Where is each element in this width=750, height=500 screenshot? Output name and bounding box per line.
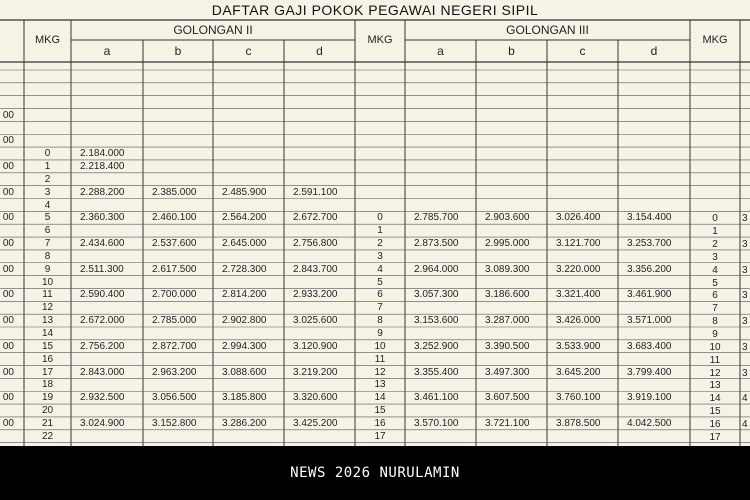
edge-cropped-value: 00: [2, 366, 14, 378]
mkg-cell: 2: [712, 239, 718, 251]
salary-cell: 2.564.200: [222, 212, 267, 224]
mkg-cell: 3: [44, 186, 51, 198]
mkg-cell: 3: [377, 250, 383, 262]
salary-cell: 3.056.500: [152, 392, 197, 404]
edge-cropped-value: 3: [742, 290, 748, 302]
salary-cell: 3.497.300: [485, 366, 530, 378]
mkg-cell: 9: [44, 263, 51, 275]
mkg-cell: 1: [377, 225, 383, 237]
edge-cropped-value: 00: [2, 263, 14, 275]
mkg-cell: 2: [44, 173, 51, 185]
salary-cell: 3.683.400: [627, 340, 672, 352]
salary-cell: 2.360.300: [80, 212, 125, 224]
salary-cell: 3.089.300: [485, 263, 530, 275]
mkg-cell: 14: [374, 392, 386, 404]
edge-cropped-value: 3: [742, 239, 748, 251]
mkg-cell: 1: [44, 160, 51, 172]
salary-cell: 2.843.000: [80, 366, 125, 378]
mkg-cell: 7: [712, 303, 718, 315]
salary-cell: 3.185.800: [222, 392, 267, 404]
salary-cell: 2.511.300: [80, 263, 124, 275]
mkg-cell: 5: [712, 277, 718, 289]
mkg-cell: 17: [709, 431, 721, 443]
edge-cropped-value: 3: [742, 341, 748, 353]
mkg-cell: 12: [374, 366, 386, 378]
mkg-cell: 10: [41, 276, 54, 288]
golongan-ii-header: GOLONGAN II: [173, 23, 253, 37]
mkg-cell: 6: [377, 289, 383, 301]
salary-cell: 3.320.600: [293, 392, 338, 404]
mkg-cell: 21: [41, 417, 54, 429]
mkg-cell: 10: [374, 340, 386, 352]
salary-cell: 2.963.200: [152, 366, 197, 378]
mkg-cell: 9: [712, 329, 718, 340]
mkg-header: MKG: [367, 34, 393, 46]
mkg-cell: 5: [44, 212, 51, 224]
salary-cell: 2.184.000: [80, 148, 125, 160]
golongan-iii-header: GOLONGAN III: [506, 23, 589, 37]
mkg-cell: 17: [41, 366, 54, 378]
salary-cell: 3.152.800: [152, 417, 197, 429]
subcolumn-header-a: a: [437, 44, 444, 58]
edge-cropped-value: 3: [742, 213, 748, 225]
salary-cell: 3.025.600: [293, 315, 338, 327]
mkg-cell: 20: [41, 405, 54, 417]
salary-cell: 3.461.100: [414, 392, 459, 404]
mkg-cell: 0: [712, 213, 718, 225]
salary-cell: 2.933.200: [293, 289, 338, 301]
mkg-cell: 5: [377, 276, 383, 288]
salary-cell: 2.485.900: [222, 186, 267, 198]
salary-cell: 2.756.200: [80, 340, 125, 352]
salary-cell: 3.286.200: [222, 417, 267, 429]
salary-cell: 3.287.000: [485, 315, 530, 327]
mkg-cell: 19: [41, 392, 54, 404]
salary-cell: 2.903.600: [485, 212, 530, 224]
salary-cell: 2.932.500: [80, 392, 125, 404]
salary-cell: 3.219.200: [293, 366, 338, 378]
mkg-cell: 7: [377, 302, 383, 314]
salary-cell: 3.356.200: [627, 263, 672, 275]
mkg-cell: 0: [377, 212, 383, 224]
salary-cell: 2.617.500: [152, 263, 197, 275]
salary-cell: 2.843.700: [293, 263, 338, 275]
salary-cell: 4.042.500: [627, 417, 672, 429]
mkg-cell: 4: [377, 263, 383, 275]
salary-cell: 3.153.600: [414, 315, 459, 327]
subcolumn-header-d: d: [650, 44, 658, 58]
salary-cell: 3.186.600: [485, 289, 530, 301]
edge-cropped-value: 00: [2, 109, 14, 121]
mkg-cell: 11: [709, 354, 721, 366]
mkg-cell: 15: [41, 340, 54, 352]
salary-cell: 3.088.600: [222, 366, 267, 378]
mkg-cell: 6: [44, 225, 51, 237]
salary-cell: 3.220.000: [556, 263, 601, 275]
mkg-cell: 18: [41, 379, 54, 391]
mkg-cell: 8: [712, 316, 718, 328]
mkg-cell: 11: [374, 353, 386, 365]
mkg-cell: 3: [712, 251, 718, 263]
salary-cell: 3.355.400: [414, 366, 459, 378]
mkg-cell: 14: [41, 328, 54, 339]
subcolumn-header-b: b: [174, 44, 182, 58]
mkg-cell: 15: [709, 406, 721, 418]
mkg-cell: 12: [709, 367, 721, 379]
salary-cell: 2.873.500: [414, 238, 459, 250]
mkg-cell: 7: [44, 238, 51, 250]
salary-cell: 3.799.400: [627, 366, 672, 378]
salary-cell: 2.537.600: [152, 238, 197, 250]
edge-cropped-value: 00: [2, 289, 14, 301]
edge-cropped-value: 00: [2, 135, 14, 147]
subcolumn-header-b: b: [508, 44, 515, 58]
salary-cell: 3.120.900: [293, 340, 338, 352]
mkg-cell: 9: [377, 328, 383, 339]
salary-cell: 2.645.000: [222, 238, 267, 250]
edge-cropped-value: 00: [2, 238, 14, 250]
salary-cell: 3.461.900: [627, 289, 672, 301]
salary-cell: 3.919.100: [627, 392, 672, 404]
footer-caption: NEWS 2026 NURULAMIN: [0, 446, 750, 500]
mkg-cell: 16: [709, 418, 721, 430]
salary-cell: 3.533.900: [556, 340, 601, 352]
mkg-cell: 16: [41, 353, 54, 365]
mkg-header: MKG: [702, 34, 728, 46]
salary-cell: 2.872.700: [152, 340, 197, 352]
edge-cropped-value: 4: [742, 393, 748, 405]
edge-cropped-value: 00: [2, 315, 14, 327]
salary-cell: 3.878.500: [556, 417, 601, 429]
salary-cell: 2.814.200: [222, 289, 267, 301]
salary-cell: 3.057.300: [414, 289, 459, 301]
salary-cell: 2.728.300: [222, 263, 267, 275]
mkg-cell: 17: [374, 430, 386, 442]
document-title: DAFTAR GAJI POKOK PEGAWAI NEGERI SIPIL: [211, 2, 539, 18]
salary-cell: 3.571.000: [627, 315, 672, 327]
mkg-cell: 13: [41, 315, 54, 327]
mkg-cell: 12: [41, 302, 54, 314]
mkg-cell: 6: [712, 290, 718, 302]
salary-cell: 3.645.200: [556, 366, 601, 378]
mkg-cell: 11: [42, 289, 53, 301]
salary-cell: 2.288.200: [80, 186, 125, 198]
salary-cell: 3.570.100: [414, 417, 459, 429]
salary-cell: 2.964.000: [414, 263, 459, 275]
mkg-cell: 4: [44, 199, 51, 211]
salary-cell: 3.607.500: [485, 392, 530, 404]
salary-cell: 3.121.700: [556, 238, 601, 250]
salary-cell: 2.756.800: [293, 238, 338, 250]
mkg-cell: 22: [41, 430, 54, 442]
edge-cropped-value: 3: [742, 367, 748, 379]
mkg-cell: 15: [374, 405, 386, 417]
salary-cell: 2.385.000: [152, 186, 197, 198]
edge-cropped-value: 00: [2, 212, 14, 224]
mkg-cell: 4: [712, 264, 718, 276]
mkg-cell: 14: [709, 393, 721, 405]
salary-cell: 2.218.400: [80, 160, 125, 172]
mkg-cell: 13: [709, 380, 721, 392]
salary-cell: 2.995.000: [485, 238, 530, 250]
subcolumn-header-d: d: [316, 44, 323, 58]
salary-cell: 3.252.900: [414, 340, 459, 352]
subcolumn-header-a: a: [103, 44, 111, 58]
edge-cropped-value: 00: [2, 340, 14, 352]
salary-cell: 3.253.700: [627, 238, 672, 250]
mkg-cell: 13: [374, 379, 386, 391]
salary-cell: 2.672.700: [293, 212, 338, 224]
subcolumn-header-c: c: [245, 44, 252, 58]
mkg-cell: 1: [712, 226, 718, 238]
salary-cell: 3.426.000: [556, 315, 601, 327]
mkg-cell: 8: [377, 315, 383, 327]
edge-cropped-value: 00: [2, 392, 14, 404]
salary-cell: 2.700.000: [152, 289, 197, 301]
salary-cell: 2.785.700: [414, 212, 459, 224]
mkg-cell: 8: [44, 250, 51, 262]
mkg-cell: 10: [709, 341, 721, 353]
subcolumn-header-c: c: [579, 44, 586, 58]
salary-cell: 2.994.300: [222, 340, 267, 352]
salary-cell: 2.902.800: [222, 315, 267, 327]
edge-cropped-value: 4: [742, 418, 748, 430]
salary-cell: 3.024.900: [80, 417, 125, 429]
edge-cropped-value: 00: [2, 417, 14, 429]
edge-cropped-value: 3: [742, 264, 748, 276]
salary-cell: 3.721.100: [485, 417, 530, 429]
salary-cell: 2.460.100: [152, 212, 197, 224]
salary-cell: 2.591.100: [293, 186, 338, 198]
salary-cell: 3.321.400: [556, 289, 601, 301]
edge-cropped-value: 3: [742, 316, 748, 328]
salary-cell: 3.760.100: [556, 392, 601, 404]
salary-cell: 3.154.400: [627, 212, 672, 224]
edge-cropped-value: 00: [2, 186, 14, 198]
mkg-header: MKG: [34, 34, 61, 46]
salary-cell: 3.425.200: [293, 417, 338, 429]
salary-cell: 2.434.600: [80, 238, 125, 250]
mkg-cell: 2: [377, 238, 383, 250]
salary-cell: 3.026.400: [556, 212, 601, 224]
salary-cell: 2.672.000: [80, 315, 125, 327]
salary-cell: 2.590.400: [80, 289, 125, 301]
edge-cropped-value: 00: [2, 160, 14, 172]
mkg-cell: 16: [374, 417, 386, 429]
salary-cell: 3.390.500: [485, 340, 530, 352]
mkg-cell: 0: [44, 148, 51, 160]
salary-cell: 2.785.000: [152, 315, 197, 327]
